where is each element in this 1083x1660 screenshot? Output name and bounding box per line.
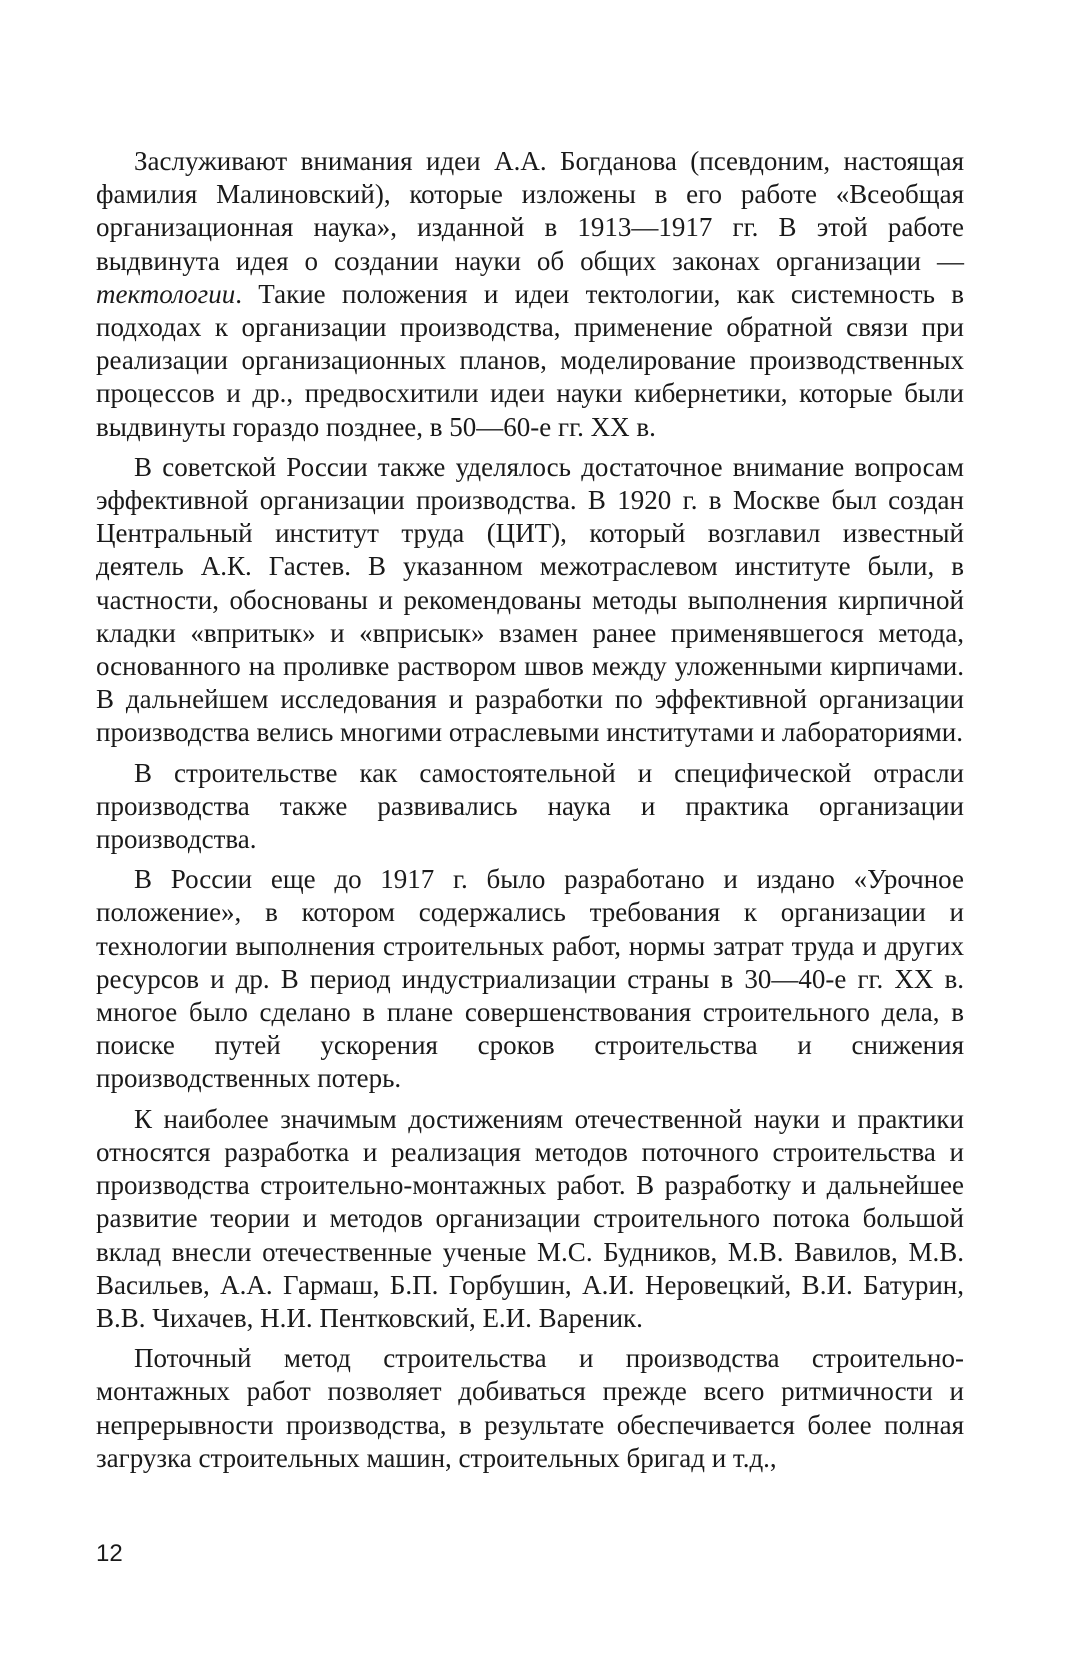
paragraph-2: В советской России также уделялось достаточное внимание вопросам эффективной организации производства. В 1920 г. в Москве был создан Центральный институт труда (ЦИТ), который возглавил известный деятель А.К. Гастев. В указанном межотраслевом институте были, в частности, обоснованы и рекомендованы методы выполнения кирпичной кладки «впритык» и «вприсык» взамен ранее применявшегося метода, основанного на проливке раствором швов между уложенными кирпичами. В дальнейшем исследования и разработки по эффективной организации производства велись многими отраслевыми институтами и лабораториями. [96, 451, 964, 748]
paragraph-1 [96, 145, 964, 444]
page-number: 12 [96, 1540, 123, 1567]
paragraph-1-text-after: . Такие положения и идеи тектологии, как системность в подходах к организации производства, применение обратной связи при реализации организационных планов, моделирование производственных процессов и др., предвосхитили идеи науки кибернетики, которые были выдвинуты гораздо позднее, в 50—60-е гг. XX в. [96, 278, 964, 442]
paragraph-3: В строительстве как самостоятельной и специфической отрасли производства также развивались наука и практика организации производства. [96, 757, 964, 855]
body-text [96, 145, 964, 1482]
paragraph-5: К наиболее значимым достижениям отечественной науки и практики относятся разработка и реализация методов поточного строительства и производства строительно-монтажных работ. В разработку и дальнейшее развитие теории и методов организации строительного потока большой вклад внесли отечественные ученые М.С. Будников, М.В. Вавилов, М.В. Васильев, А.А. Гармаш, Б.П. Горбушин, А.И. Неровецкий, В.И. Батурин, В.В. Чихачев, Н.И. Пентковский, Е.И. Вареник. [96, 1103, 964, 1333]
paragraph-4: В России еще до 1917 г. было разработано и издано «Урочное положение», в котором содержались требования к организации и технологии выполнения строительных работ, нормы затрат труда и других ресурсов и др. В период индустриализации страны в 30—40-е гг. XX в. многое было сделано в плане совершенствования строительного дела, в поиске путей ускорения сроков строительства и снижения производственных потерь. [96, 864, 964, 1094]
paragraph-6: Поточный метод строительства и производства строительно-монтажных работ позволяет добиваться прежде всего ритмичности и непрерывности производства, в результате обеспечивается более полная загрузка строительных машин, строительных бригад и т.д., [96, 1343, 964, 1473]
term-tectology: тектологии [96, 278, 236, 309]
paragraph-1-text-before: Заслуживают внимания идеи А.А. Богданова (псевдоним, настоящая фамилия Малиновский), которые изложены в его работе «Всеобщая организационная наука», изданной в 1913—1917 гг. В этой работе выдвинута идея о создании науки об общих законах организации — [96, 146, 964, 276]
